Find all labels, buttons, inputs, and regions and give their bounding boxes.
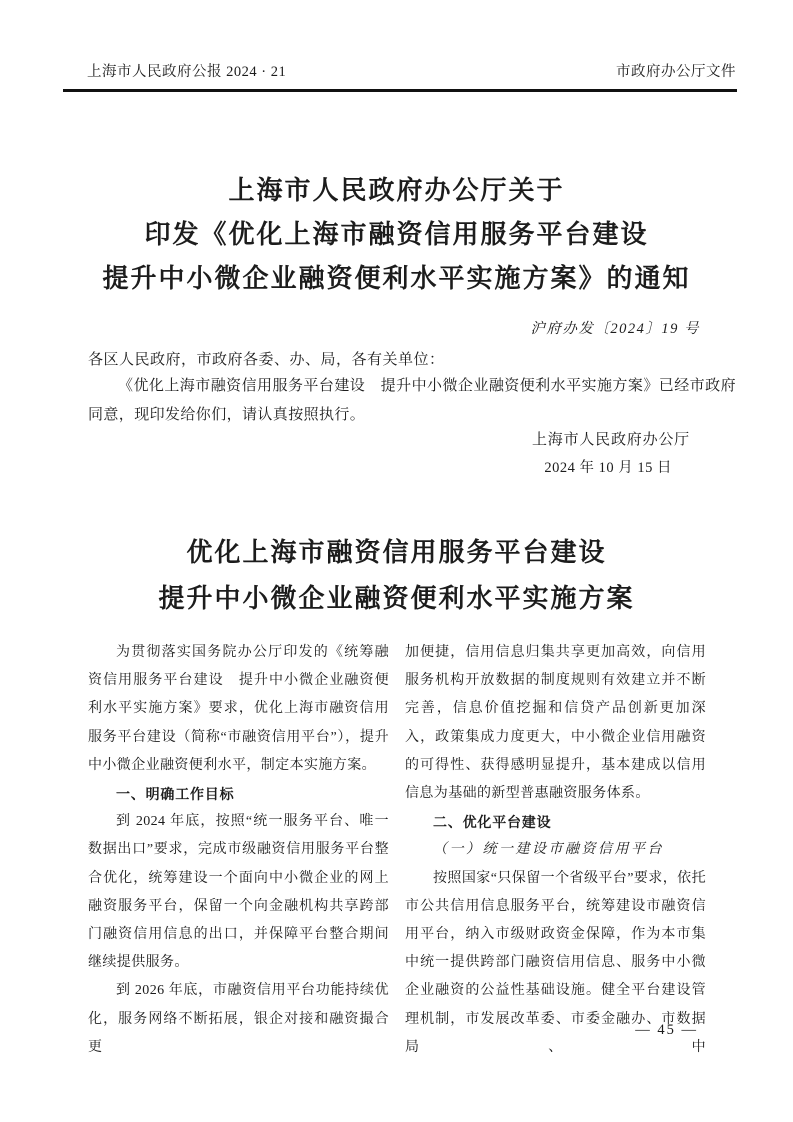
body-column-right [405, 639, 706, 1062]
page-number: — 45 — [635, 1022, 698, 1038]
plan-title-line-2: 提升中小微企业融资便利水平实施方案 [158, 584, 635, 613]
paragraph-platform-build: 按照国家“只保留一个省级平台”要求，依托市公共信用信息服务平台，统筹建设市融资信用平台，纳入市级财政资金保障，作为本市集中统一提供跨部门融资信用信息、服务中小微企业融资的公益性基础设施。健全平台建设管理机制，市发展改革委、市委金融办、市数据局、中 [405, 870, 706, 1055]
section-heading-1: 一、明确工作目标 [116, 786, 235, 803]
paragraph-intro: 为贯彻落实国务院办公厅印发的《统筹融资信用服务平台建设 提升中小微企业融资便利水平实施方案》要求，优化上海市融资信用服务平台建设（简称“市融资信用平台”），提升中小微企业融资便利水平，制定本实施方案。 [88, 645, 389, 773]
issuer-signature: 上海市人民政府办公厅 [531, 432, 690, 448]
notice-body-paragraph: 《优化上海市融资信用服务平台建设 提升中小微企业融资便利水平实施方案》已经市政府同意，现印发给你们，请认真按照执行。 [88, 378, 736, 423]
notice-title [0, 169, 793, 301]
paragraph-goal-2026: 到 2026 年底，市融资信用平台功能持续优化，服务网络不断拓展，银企对接和融资撮合更 [88, 983, 389, 1055]
salutation: 各区人民政府，市政府各委、办、局，各有关单位： [88, 352, 445, 368]
header-rule [63, 89, 737, 92]
issue-date: 2024 年 10 月 15 日 [544, 460, 672, 476]
plan-title [0, 530, 793, 622]
notice-title-line-1: 上海市人民政府办公厅关于 [228, 176, 565, 205]
body-column-left [88, 639, 389, 1062]
section-heading-2: 二、优化平台建设 [433, 814, 552, 831]
paragraph-goal-2024: 到 2024 年底，按照“统一服务平台、唯一数据出口”要求，完成市级融资信用服务平台整合优化，统筹建设一个面向中小微企业的网上融资服务平台，保留一个向金融机构共享跨部门融资信用信息的出口，并保障平台整合期间继续提供服务。 [88, 814, 389, 971]
notice-title-line-2: 印发《优化上海市融资信用服务平台建设 [144, 220, 649, 249]
sub-section-heading-1: （一）统一建设市融资信用平台 [433, 842, 664, 858]
notice-title-line-3: 提升中小微企业融资便利水平实施方案》的通知 [102, 264, 691, 293]
doc-number: 沪府办发〔2024〕19 号 [530, 321, 700, 337]
paragraph-goal-2026-continued: 加便捷，信用信息归集共享更加高效，向信用服务机构开放数据的制度规则有效建立并不断完善，信息价值挖掘和信贷产品创新更加深入，政策集成力度更大，中小微企业信用融资的可得性、获得感明显提升，基本建成以信用信息为基础的新型普惠融资服务体系。 [405, 645, 706, 802]
journal-title: 上海市人民政府公报 2024 · 21 [87, 64, 287, 80]
doc-category-label: 市政府办公厅文件 [616, 64, 736, 80]
plan-title-line-1: 优化上海市融资信用服务平台建设 [186, 538, 607, 567]
